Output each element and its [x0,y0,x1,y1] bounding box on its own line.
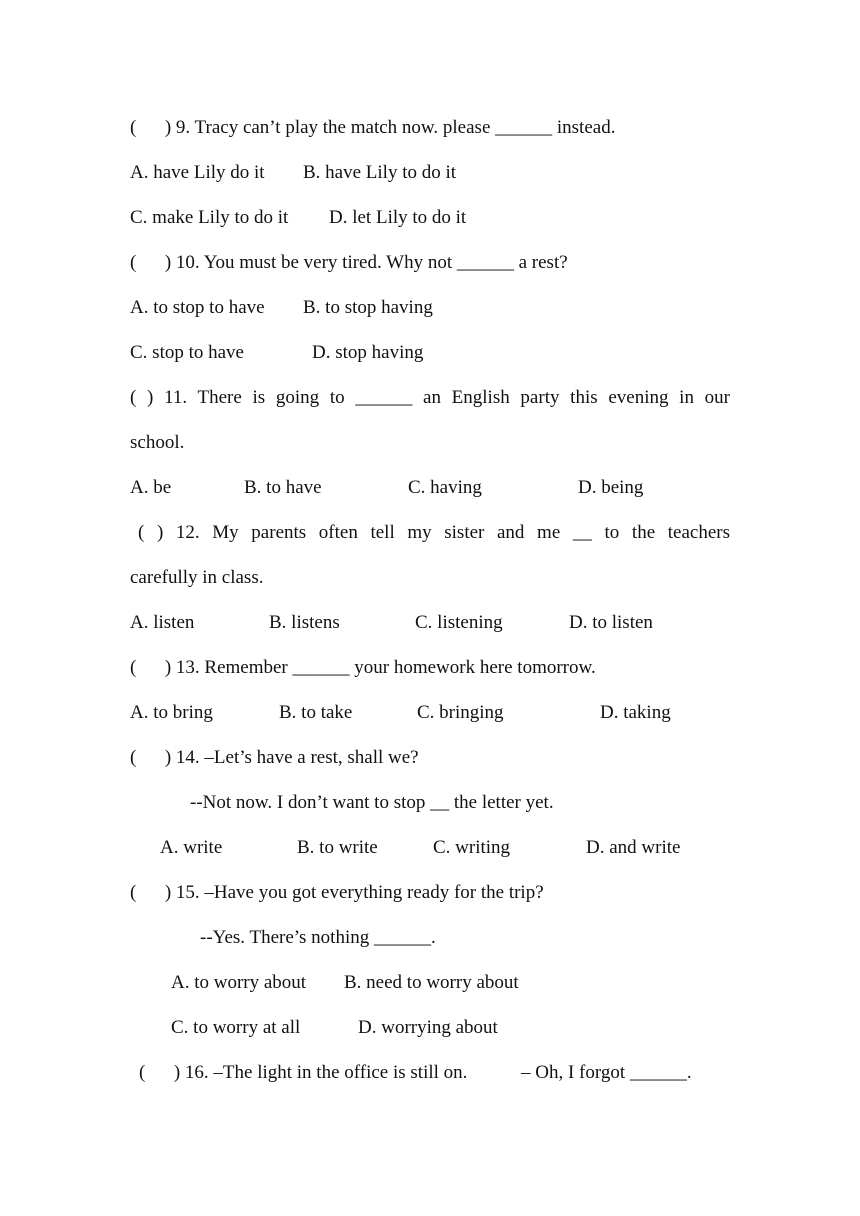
q15-option-c: C. to worry at all [171,1017,301,1038]
q14-option-c: C. writing [433,837,511,858]
q12-option-d: D. to listen [569,612,653,633]
q15-option-b: B. need to worry about [344,972,519,993]
question-13-stem: ( ) 13. Remember ______ your homework here tomorrow. [130,657,596,678]
q10-option-d: D. stop having [312,342,424,363]
q15-option-a: A. to worry about [171,972,307,993]
q14-option-a: A. write [160,837,223,858]
question-12-stem-line1: ( ) 12. My parents often tell my sister and me __ to the teachers [138,522,730,543]
question-16-stem: ( ) 16. –The light in the office is still on. [139,1062,468,1083]
q14-reply: --Not now. I don’t want to stop __ the letter yet. [190,792,554,813]
q13-option-c: C. bringing [417,702,504,723]
q13-option-b: B. to take [279,702,353,723]
question-11-stem-line1: ( ) 11. There is going to ______ an English party this evening in our [130,387,730,408]
q10-option-b: B. to stop having [303,297,433,318]
q9-option-a: A. have Lily do it [130,162,265,183]
question-9-stem: ( ) 9. Tracy can’t play the match now. please ______ instead. [130,117,616,138]
q16-reply: – Oh, I forgot ______. [521,1062,692,1083]
q15-option-d: D. worrying about [358,1017,498,1038]
q13-option-d: D. taking [600,702,671,723]
question-14-stem: ( ) 14. –Let’s have a rest, shall we? [130,747,419,768]
q14-option-d: D. and write [586,837,681,858]
question-11-stem-line2: school. [130,432,185,453]
q12-option-a: A. listen [130,612,195,633]
q9-option-b: B. have Lily to do it [303,162,457,183]
q11-option-d: D. being [578,477,644,498]
q11-option-a: A. be [130,477,172,498]
q12-option-c: C. listening [415,612,503,633]
q10-option-c: C. stop to have [130,342,244,363]
q9-option-d: D. let Lily to do it [329,207,467,228]
q12-option-b: B. listens [269,612,340,633]
question-15-stem: ( ) 15. –Have you got everything ready for the trip? [130,882,544,903]
q11-option-c: C. having [408,477,482,498]
q9-option-c: C. make Lily to do it [130,207,289,228]
q10-option-a: A. to stop to have [130,297,265,318]
q15-reply: --Yes. There’s nothing ______. [200,927,436,948]
q14-option-b: B. to write [297,837,378,858]
q11-option-b: B. to have [244,477,322,498]
q13-option-a: A. to bring [130,702,213,723]
question-10-stem: ( ) 10. You must be very tired. Why not ______ a rest? [130,252,568,273]
question-12-stem-line2: carefully in class. [130,567,264,588]
